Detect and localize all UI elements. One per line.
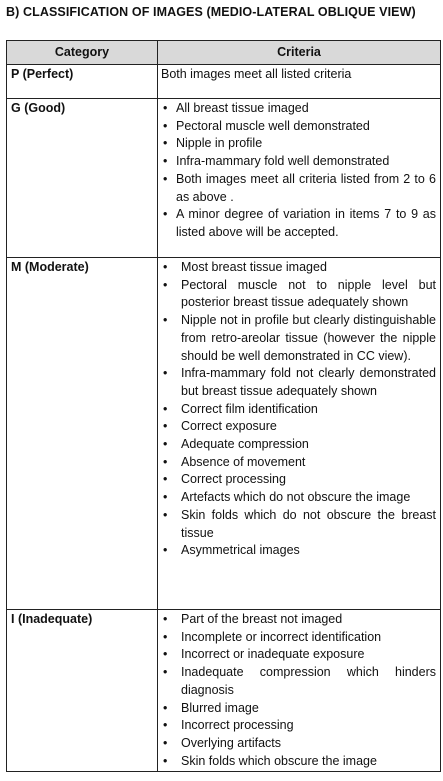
bullet-icon: • [163,437,168,452]
list-item [161,259,436,277]
bullet-icon: • [163,366,168,381]
list-item-text: Artefacts which do not obscure the image [181,490,411,505]
bullet-icon: • [163,136,168,151]
list-item-text: Adequate compression [181,437,309,452]
bullet-icon: • [163,313,168,328]
list-item-text: Nipple in profile [176,136,263,151]
list-item-text: Most breast tissue imaged [181,260,327,274]
list-item [161,611,436,629]
list-item-text: Pectoral muscle well demonstrated [176,118,370,133]
header-criteria: Criteria [158,41,441,65]
list-item [161,664,436,699]
criteria-cell [158,99,441,258]
bullet-icon: • [163,700,168,715]
list-item-text: Nipple not in profile but clearly distinguishable from retro-areolar tissue (however the nipple should be well demonstrated in CC view). [181,313,436,363]
list-item [161,629,436,647]
bullet-icon: • [163,612,168,626]
list-item-text: Inadequate compression which hinders diagnosis [181,665,436,697]
list-item [161,700,436,718]
bullet-icon: • [163,735,168,750]
list-item-text: Part of the breast not imaged [181,612,343,626]
bullet-icon: • [163,543,168,558]
list-item [161,454,436,472]
header-category: Category [7,41,158,65]
list-item-text: Skin folds which do not obscure the breast tissue [181,507,436,540]
list-item [161,277,436,312]
table-row-good [7,99,441,258]
list-item [161,100,436,118]
criteria-list [161,100,436,242]
criteria-list [161,259,436,560]
bullet-icon: • [163,472,168,487]
list-item-text: Correct processing [181,472,286,487]
list-item-text: Pectoral muscle not to nipple level but posterior breast tissue adequately shown [181,277,436,310]
list-item-text: Infra-mammary fold well demonstrated [176,154,390,169]
category-cell: G (Good) [7,99,158,258]
list-item [161,542,436,560]
bullet-icon: • [163,507,168,522]
list-item-text: Blurred image [181,700,259,715]
list-item [161,717,436,735]
table-row-moderate [7,258,441,610]
bullet-icon: • [163,753,168,768]
document-title: B) CLASSIFICATION OF IMAGES (MEDIO-LATERAL OBLIQUE VIEW) [6,5,416,19]
list-item [161,753,436,771]
classification-table [6,40,441,772]
list-item [161,153,436,171]
list-item [161,418,436,436]
list-item [161,312,436,365]
category-cell: P (Perfect) [7,65,158,99]
table-header-row [7,41,441,65]
list-item [161,135,436,153]
list-item [161,489,436,507]
list-item [161,206,436,241]
list-item [161,471,436,489]
list-item [161,646,436,664]
bullet-icon: • [163,260,168,274]
list-item [161,507,436,542]
bullet-icon: • [163,490,168,505]
list-item-text: A minor degree of variation in items 7 to 9 as listed above will be accepted. [176,207,436,239]
list-item [161,436,436,454]
bullet-icon: • [163,665,168,680]
bullet-icon: • [163,154,168,169]
list-item-text: Both images meet all criteria listed from 2 to 6 as above . [176,171,436,204]
criteria-cell [158,610,441,772]
list-item-text: Incorrect processing [181,718,294,733]
list-item [161,365,436,400]
bullet-icon: • [163,118,168,133]
list-item-text: All breast tissue imaged [176,101,309,115]
list-item-text: Incomplete or incorrect identification [181,629,382,644]
bullet-icon: • [163,647,168,662]
bullet-icon: • [163,101,168,115]
bullet-icon: • [163,401,168,416]
list-item-text: Overlying artifacts [181,735,282,750]
bullet-icon: • [163,171,168,186]
bullet-icon: • [163,277,168,292]
bullet-icon: • [163,454,168,469]
bullet-icon: • [163,207,168,222]
table-row-perfect [7,65,441,99]
list-item [161,735,436,753]
list-item-text: Correct exposure [181,419,277,434]
bullet-icon: • [163,718,168,733]
list-item [161,118,436,136]
list-item [161,401,436,419]
list-item-text: Absence of movement [181,454,306,469]
table-row-inadequate [7,610,441,772]
list-item-text: Infra-mammary fold not clearly demonstrated but breast tissue adequately shown [181,366,436,398]
list-item-text: Asymmetrical images [181,543,300,558]
bullet-icon: • [163,419,168,434]
criteria-list [161,611,436,770]
criteria-cell: Both images meet all listed criteria [158,65,441,99]
category-cell: I (Inadequate) [7,610,158,772]
list-item-text: Incorrect or inadequate exposure [181,647,365,662]
list-item [161,171,436,206]
bullet-icon: • [163,629,168,644]
list-item-text: Correct film identification [181,401,318,416]
criteria-cell [158,258,441,610]
category-cell: M (Moderate) [7,258,158,610]
list-item-text: Skin folds which obscure the image [181,753,377,768]
